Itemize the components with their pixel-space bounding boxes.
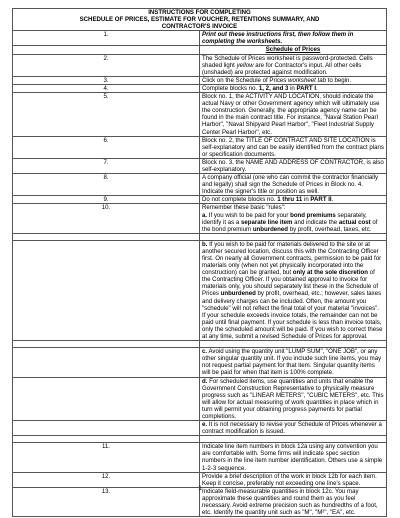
item-text: Complete blocks no. 1, 2, and 3 in PART I. [200,84,387,92]
rule-b: b. If you wish to be paid for materials delivered to the site or at another secured location, discuss this with the Contracting Officer first. On nearly all Government contracts, permission to be paid for materials only (when not yet physically incorporated into the construction) can be granted, but only at the sole discretion of the Contracting Officer. If you obtained approval to invoice for materials only, you should separately list these in the Schedule of Prices unburdened by profit, overhead, etc.; however, sales taxes and delivery charges can be included. Often, the amount you "schedule" will not reflect the final total of your material "invoices". If your schedule exceeds invoice totals, the remainder can not be paid until final payment. If your schedule is less than invoice totals, only the scheduled amount will be paid. If you wish to correct these at any time, submit a revised Schedule of Prices for approval. [200,240,387,340]
item-number: 13. [13,487,200,516]
instruction-row-6 [13,136,387,158]
spacer-row [13,233,387,240]
item-number: 10. [13,204,200,233]
instruction-row-7 [13,158,387,173]
instruction-row-3 [13,76,387,84]
rule-d: d. For scheduled items, use quantities and units that enable the Government Construction Representative to physically measure progress such as "LINEAR METERS", "CUBIC METERS", etc. This will allow for actual measuring of work quantities in place which in turn will permit your obtaining progress payments for partial completions. [200,377,387,421]
rule-b-row [13,240,387,340]
rule-d-row [13,377,387,421]
page-number: 1 [198,485,202,492]
instruction-row-11 [13,443,387,472]
item-number: 1. [13,31,200,46]
item-number: 5. [13,93,200,137]
instruction-row-5 [13,93,387,137]
rule-a: a. If you wish to be paid for your bond premiums separately, identify it as a separate line item and indicate the actual cost of the bond premium unburdened by profit, overhead, taxes, etc. [202,211,378,233]
item-text: Do not complete blocks no. 1 thru 11 in PART II. [200,196,387,204]
instruction-row-2 [13,54,387,76]
rule-e-row [13,421,387,436]
item-number: 8. [13,174,200,196]
item-text: Click on the Schedule of Prices worksheet tab to begin. [200,76,387,84]
title-row [13,9,387,31]
rule-c-row [13,348,387,377]
item-text [200,204,387,233]
instruction-row-8 [13,174,387,196]
instruction-row-9 [13,196,387,204]
section-title: Schedule of Prices [200,46,387,54]
item-number: 7. [13,158,200,173]
spacer-row [13,341,387,348]
item-number: 12. [13,472,200,487]
rules-intro: Remember these basic "rules": [202,204,286,212]
item-number: 3. [13,76,200,84]
item-text: Indicate line item numbers in block 12a using any convention you are comfortable with. Some firms will indicate spec section numbers in the line item number identification. Others use a simple 1-2-3 sequence. [200,443,387,472]
item-number: 2. [13,54,200,76]
item-text: The Schedule of Prices worksheet is password-protected. Cells shaded light yellow are for Contractor's input. All other cells (unshaded) are protected against modification. [200,54,387,76]
instruction-row-1 [13,31,387,46]
item-number: 4. [13,84,200,92]
section-row [13,46,387,54]
spacer-row [13,436,387,443]
instructions-sheet [12,8,387,517]
item-text: Provide a brief description of the work in block 12b for each item. Keep it concise, preferably not exceeding one line's space. [200,472,387,487]
item-text: Block no. 2, the TITLE OF CONTRACT AND SITE LOCATION is self-explanatory and can be easily identified from the contract plans or specification documents. [200,136,387,158]
instructions-table [12,8,387,517]
title-line-2: SCHEDULE OF PRICES, ESTIMATE FOR VOUCHER, RETENTIONS SUMMARY, AND [79,16,320,24]
rule-e: e. It is not necessary to revise your Schedule of Prices whenever a contract modification is issued. [200,421,387,436]
instruction-row-10 [13,204,387,233]
item-text: Block no. 1, the ACTIVITY AND LOCATION, should indicate the actual Navy or other Government agency which will ultimately use the construction. Generally, the appropriate agency name can be found in the main contract title. For instance, "Naval Station Pearl Harbor", "Naval Shipyard Pearl Harbor", "Fleet Industrial Supply Center Pearl Harbor", etc. [200,93,387,137]
item-number: 9. [13,196,200,204]
item-text: A company official (one who can commit the contractor financially and legally) shall sign the Schedule of Prices in Block no. 4. Indicate the signer's title or position as well. [200,174,387,196]
item-number: 6. [13,136,200,158]
item-text: Print out these instructions first, then follow them in completing the worksheets. [200,31,387,46]
item-text: Block no. 3, the NAME AND ADDRESS OF CONTRACTOR, is also self-explanatory. [200,158,387,173]
document-title [13,9,387,31]
instruction-row-4 [13,84,387,92]
title-line-1: INSTRUCTIONS FOR COMPLETING [148,9,251,16]
item-number: 11. [13,443,200,472]
rule-c: c. Avoid using the quantity unit "LUMP SUM", "ONE JOB", or any other singular quantity unit. If you include such line items, you may not request partial payment for that item. Singular quantity items will be paid for when that item is 100% complete. [200,348,387,377]
title-line-3: CONTRACTOR'S INVOICE [161,23,238,31]
item-text: Indicate field-measurable quantities in block 12c. You may approximate these quantities and round them as you feel necessary. Avoid extreme precision such as hundredths of a foot, etc. Identify the quantity unit such as "M", "M²", "EA", etc. [200,487,387,516]
